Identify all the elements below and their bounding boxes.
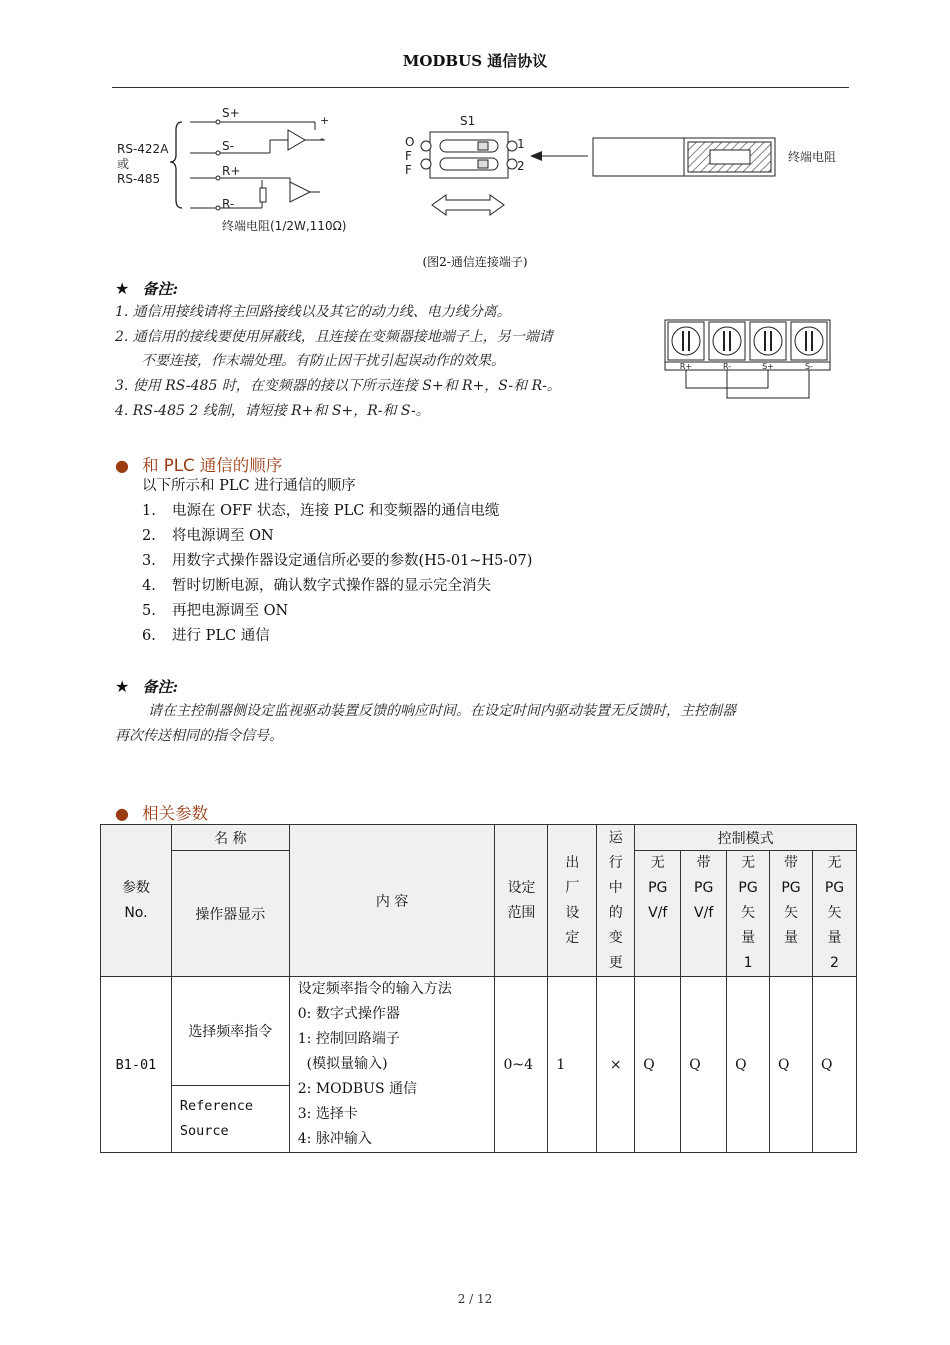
header-param: 参数 No. (101, 825, 172, 977)
param-name-en: Reference Source (171, 1086, 289, 1153)
header-factory: 出 厂 设 定 (548, 825, 597, 977)
bullet-icon: ● (115, 804, 129, 823)
plc-steps-list (142, 499, 532, 649)
header-range: 设定 范围 (495, 825, 548, 977)
param-range: 0~4 (495, 977, 548, 1153)
param-name-cn: 选择频率指令 (171, 977, 289, 1086)
s-minus-label: S- (222, 139, 234, 153)
page-header-title: MODBUS 通信协议 (402, 52, 548, 70)
param-factory: 1 (548, 977, 597, 1153)
terminator-label: 终端电阻 (788, 150, 837, 164)
header-control-mode: 控制模式 (635, 825, 857, 851)
params-table (100, 824, 857, 1153)
figure-caption: (图2-通信连接端子) (422, 255, 528, 269)
minus-mark: - (320, 132, 324, 145)
terminal-label-s-plus: S+ (762, 362, 774, 371)
header-mode-5: 无 PG 矢 量 2 (812, 851, 856, 977)
note1-title: 备注: (142, 280, 178, 298)
param-content: 设定频率指令的输入方法 0: 数字式操作器 1: 控制回路端子 (模拟量输入) 2: MODBUS 通信 3: 选择卡 4: 脉冲输入 (289, 977, 495, 1153)
resistor-label: 终端电阻(1/2W,110Ω) (222, 219, 347, 233)
note1-line-4: 3. 使用 RS-485 时，在变频器的接以下所示连接 S+和 R+，S-和 R-。 (115, 378, 561, 394)
param-mode-3: Q (727, 977, 770, 1153)
note1-line-2: 2. 通信用的接线要使用屏蔽线，且连接在变频器接地端子上，另一端请 (115, 329, 553, 345)
terminal-block (664, 318, 834, 404)
list-item: 4. 暂时切断电源，确认数字式操作器的显示完全消失 (142, 578, 491, 594)
plc-section-title: 和 PLC 通信的顺序 (142, 456, 283, 475)
param-mode-2: Q (681, 977, 727, 1153)
rs422-label: RS-422A (117, 142, 169, 156)
note1-heading (115, 278, 178, 299)
plc-intro: 以下所示和 PLC 进行通信的顺序 (142, 478, 356, 494)
star-icon: ★ (115, 279, 130, 298)
param-mode-4: Q (770, 977, 813, 1153)
header-running: 运 行 中 的 变 更 (597, 825, 635, 977)
pin-2: 2 (517, 159, 525, 173)
note1-line-1: 1. 通信用接线请将主回路接线以及其它的动力线、电力线分离。 (115, 304, 511, 320)
list-item: 6. 进行 PLC 通信 (142, 628, 270, 644)
param-running: × (597, 977, 635, 1153)
plus-mark: + (320, 114, 330, 127)
list-item: 1. 电源在 OFF 状态，连接 PLC 和变频器的通信电缆 (142, 503, 500, 519)
terminal-label-s-minus: S- (805, 362, 813, 371)
header-name: 名 称 (171, 825, 289, 851)
terminal-label-r-plus: R+ (679, 362, 693, 371)
note2-title: 备注: (142, 678, 178, 696)
or-label: 或 (117, 157, 130, 171)
header-mode-3: 无 PG 矢 量 1 (727, 851, 770, 977)
header-operator: 操作器显示 (171, 851, 289, 977)
bullet-icon: ● (115, 456, 129, 475)
header-mode-1: 无 PG V/f (635, 851, 681, 977)
off-letter-f2: F (405, 163, 412, 177)
off-letter-f1: F (405, 149, 412, 163)
plc-section-heading (115, 452, 282, 476)
note2-line-2: 再次传送相同的指令信号。 (115, 728, 283, 744)
r-plus-label: R+ (222, 164, 241, 178)
list-item: 2. 将电源调至 ON (142, 528, 274, 544)
param-mode-1: Q (635, 977, 681, 1153)
header-divider (112, 87, 849, 88)
terminal-label-r-minus: R- (722, 362, 732, 371)
star-icon: ★ (115, 677, 130, 696)
header-mode-2: 带 PG V/f (681, 851, 727, 977)
header-content: 内 容 (289, 825, 495, 977)
note2-heading (115, 676, 178, 697)
rs485-label: RS-485 (117, 172, 161, 186)
note1-line-5: 4. RS-485 2 线制，请短接 R+和 S+，R-和 S-。 (115, 403, 430, 419)
table-row (101, 977, 857, 1086)
wiring-diagram (110, 100, 860, 250)
note1-line-3: 不要连接，作末端处理。有防止因干扰引起误动作的效果。 (141, 353, 505, 369)
list-item: 3. 用数字式操作器设定通信所必要的参数(H5-01~H5-07) (142, 553, 533, 569)
param-no: B1-01 (101, 977, 172, 1153)
params-section-heading (115, 800, 208, 824)
param-mode-5: Q (812, 977, 856, 1153)
off-letter-o: O (405, 135, 415, 149)
note2-line-1: 请在主控制器侧设定监视驱动装置反馈的响应时间。在设定时间内驱动装置无反馈时，主控制器 (148, 703, 736, 719)
s-plus-label: S+ (222, 106, 240, 120)
switch-name: S1 (460, 114, 476, 128)
header-mode-4: 带 PG 矢 量 (770, 851, 813, 977)
r-minus-label: R- (222, 197, 235, 211)
page-number: 2 / 12 (457, 1292, 493, 1306)
pin-1: 1 (517, 137, 525, 151)
params-section-title: 相关参数 (142, 804, 209, 823)
list-item: 5. 再把电源调至 ON (142, 603, 289, 619)
